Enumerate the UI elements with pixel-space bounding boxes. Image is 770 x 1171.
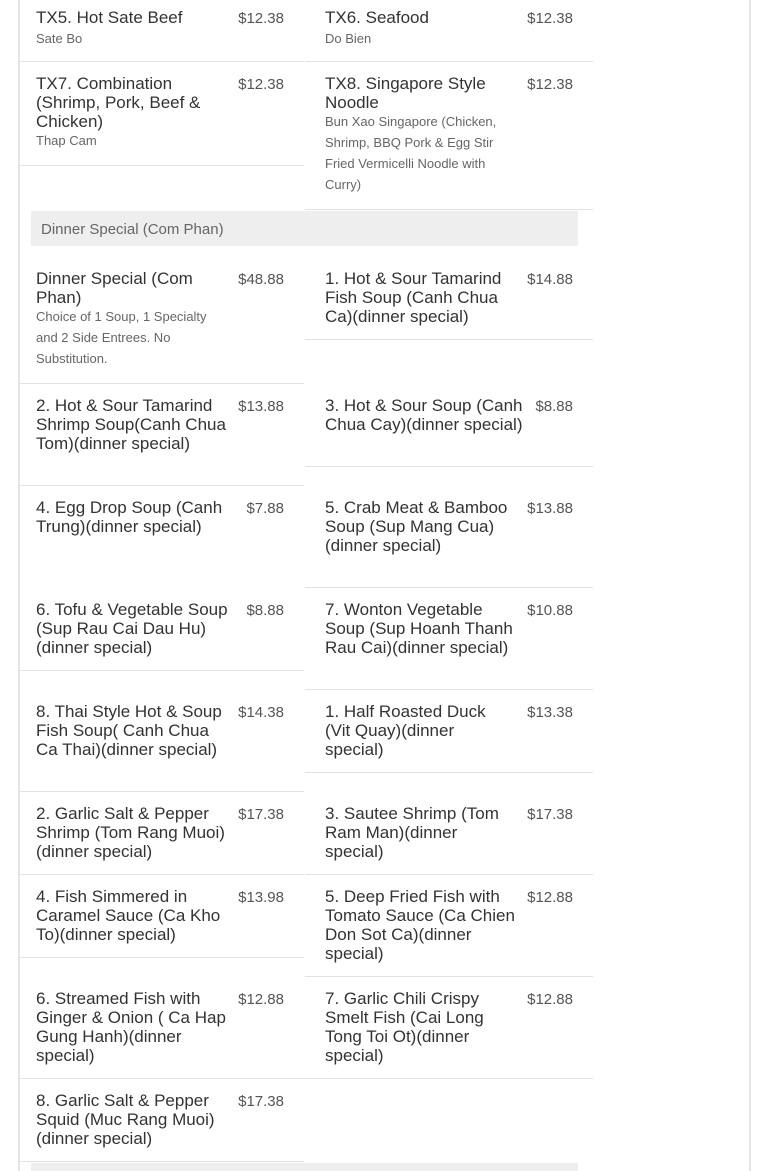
menu-item[interactable] [20, 594, 304, 670]
item-name: 5. Crab Meat & Bamboo Soup (Sup Mang Cua)(dinner special) [325, 498, 508, 555]
row-divider [305, 772, 593, 773]
item-description: Bun Xao Singapore (Chicken, Shrimp, BBQ Pork & Egg Stir Fried Vermicelli Noodle with Curry) [325, 114, 497, 192]
page-frame-right [749, 0, 751, 1171]
menu-item[interactable] [20, 1085, 304, 1161]
menu-item[interactable] [305, 263, 593, 339]
item-price: $8.88 [535, 398, 573, 415]
item-name: 7. Garlic Chili Crispy Smelt Fish (Cai Long Tong Toi Ot)(dinner special) [325, 989, 484, 1065]
row-divider [305, 587, 593, 588]
row-divider [20, 957, 304, 958]
item-price: $13.38 [527, 704, 573, 721]
item-price: $12.38 [238, 76, 284, 93]
item-price: $13.98 [238, 889, 284, 906]
item-name: TX6. Seafood [325, 8, 429, 27]
menu-item[interactable] [305, 2, 593, 61]
menu-item[interactable] [305, 798, 593, 874]
row-divider [20, 1078, 593, 1079]
menu-item[interactable] [305, 696, 593, 772]
row-divider [20, 791, 304, 792]
category-label: Dinner Special (Com Phan) [41, 221, 224, 238]
item-price: $12.88 [527, 991, 573, 1008]
menu-item[interactable] [20, 881, 304, 957]
menu-item[interactable] [305, 492, 593, 587]
item-name: 5. Deep Fried Fish with Tomato Sauce (Ca Chien Don Sot Ca)(dinner special) [325, 887, 515, 963]
row-divider [20, 61, 304, 62]
item-price: $17.38 [238, 1093, 284, 1110]
row-divider [20, 1161, 304, 1162]
row-divider [305, 209, 593, 210]
row-divider [20, 874, 304, 875]
item-price: $12.38 [527, 10, 573, 27]
row-divider [20, 383, 304, 384]
menu-item[interactable] [305, 983, 593, 1078]
item-price: $14.88 [527, 271, 573, 288]
item-name: 4. Egg Drop Soup (Canh Trung)(dinner special) [36, 498, 223, 536]
menu-item[interactable] [20, 68, 304, 164]
item-name: 7. Wonton Vegetable Soup (Sup Hoanh Thanh Rau Cai)(dinner special) [325, 600, 513, 657]
menu-item[interactable] [20, 983, 304, 1078]
item-price: $12.88 [527, 889, 573, 906]
category-header-partial[interactable] [31, 1163, 578, 1171]
item-price: $10.88 [527, 602, 573, 619]
menu-item[interactable] [20, 390, 304, 485]
row-divider [305, 689, 593, 690]
menu-item[interactable] [20, 492, 304, 549]
item-price: $13.88 [527, 500, 573, 517]
row-divider [305, 339, 593, 340]
item-name: 1. Hot & Sour Tamarind Fish Soup (Canh Chua Ca)(dinner special) [325, 269, 502, 326]
item-name: TX5. Hot Sate Beef [36, 8, 183, 27]
row-divider [305, 466, 593, 467]
item-price: $8.88 [246, 602, 284, 619]
menu-item[interactable] [20, 263, 304, 382]
item-name: 2. Hot & Sour Tamarind Shrimp Soup(Canh Chua Tom)(dinner special) [36, 396, 226, 453]
item-price: $12.38 [238, 10, 284, 27]
item-name: 8. Garlic Salt & Pepper Squid (Muc Rang Muoi)(dinner special) [36, 1091, 215, 1148]
menu-item[interactable] [305, 881, 593, 976]
item-name: 1. Half Roasted Duck (Vit Quay)(dinner special) [325, 702, 486, 759]
item-name: 2. Garlic Salt & Pepper Shrimp (Tom Rang Muoi)(dinner special) [36, 804, 225, 861]
item-name: Dinner Special (Com Phan) [36, 269, 193, 307]
item-description: Thap Cam [36, 133, 97, 148]
row-divider [20, 485, 304, 486]
item-price: $17.38 [238, 806, 284, 823]
item-name: 6. Streamed Fish with Ginger & Onion ( Ca Hap Gung Hanh)(dinner special) [36, 989, 226, 1065]
item-name: 4. Fish Simmered in Caramel Sauce (Ca Kho To)(dinner special) [36, 887, 221, 944]
menu-item[interactable] [305, 390, 593, 466]
row-divider [305, 874, 593, 875]
item-name: 3. Sautee Shrimp (Tom Ram Man)(dinner special) [325, 804, 499, 861]
item-price: $48.88 [238, 271, 284, 288]
item-name: 8. Thai Style Hot & Soup Fish Soup( Canh Chua Ca Thai)(dinner special) [36, 702, 222, 759]
menu-item[interactable] [305, 594, 593, 689]
item-description: Do Bien [325, 31, 372, 46]
item-price: $13.88 [238, 398, 284, 415]
item-price: $14.38 [238, 704, 284, 721]
category-header[interactable] [31, 211, 578, 246]
item-price: $17.38 [527, 806, 573, 823]
item-name: TX7. Combination (Shrimp, Pork, Beef & Chicken) [36, 74, 201, 131]
item-description: Sate Bo [36, 31, 83, 46]
menu-item[interactable] [20, 696, 304, 791]
row-divider [305, 976, 593, 977]
row-divider [305, 61, 593, 62]
item-name: 6. Tofu & Vegetable Soup (Sup Rau Cai Dau Hu)(dinner special) [36, 600, 228, 657]
row-divider [20, 670, 304, 671]
item-description: Choice of 1 Soup, 1 Specialty and 2 Side Entrees. No Substitution. [36, 309, 207, 366]
menu-item[interactable] [20, 2, 304, 61]
menu-item[interactable] [305, 68, 593, 208]
item-name: TX8. Singapore Style Noodle [325, 74, 486, 112]
row-divider [20, 165, 304, 166]
menu-item[interactable] [20, 798, 304, 874]
item-price: $12.38 [527, 76, 573, 93]
item-price: $12.88 [238, 991, 284, 1008]
item-name: 3. Hot & Sour Soup (Canh Chua Cay)(dinner special) [325, 396, 523, 434]
item-price: $7.88 [246, 500, 284, 517]
